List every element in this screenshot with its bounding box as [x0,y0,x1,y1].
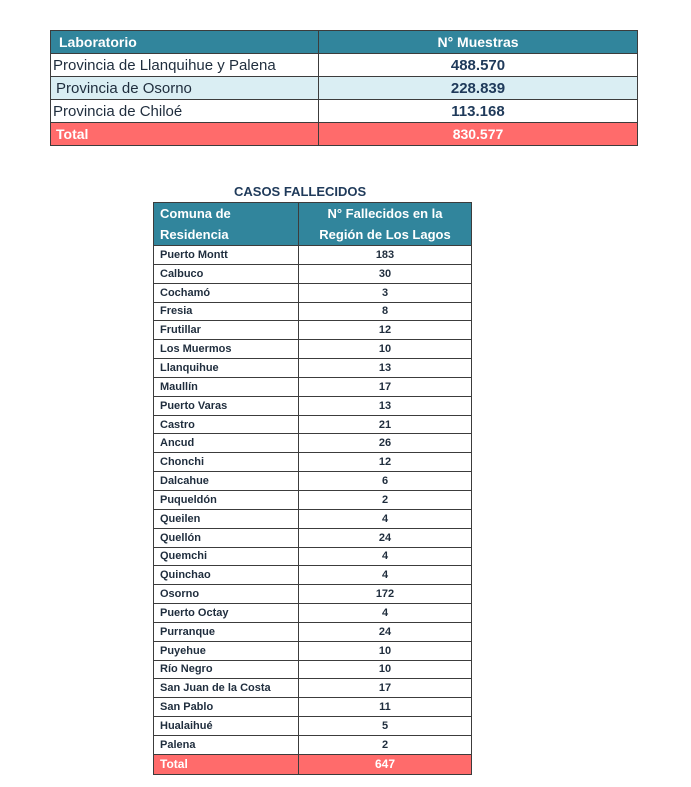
comuna-name: Chonchi [154,453,299,472]
laboratorio-row [51,100,638,123]
provincia-name: Provincia de Osorno [51,77,319,100]
fallecidos-row [154,453,472,472]
comuna-name: Maullín [154,377,299,396]
muestras-value: 488.570 [319,54,638,77]
laboratorio-header-label: Laboratorio [51,31,319,54]
comuna-name: Queilen [154,509,299,528]
comuna-name: Ancud [154,434,299,453]
fallecidos-count-header [299,203,472,246]
fallecidos-row [154,679,472,698]
fallecidos-row [154,547,472,566]
fallecidos-row [154,246,472,265]
fallecidos-count: 4 [299,547,472,566]
fallecidos-row [154,264,472,283]
fallecidos-count: 17 [299,679,472,698]
comuna-name: Palena [154,735,299,754]
comuna-name: Hualaihué [154,717,299,736]
fallecidos-count: 21 [299,415,472,434]
fallecidos-count: 12 [299,321,472,340]
fallecidos-header-line1: N° Fallecidos en la [327,206,443,221]
laboratorio-table [50,30,638,146]
fallecidos-title: CASOS FALLECIDOS [234,184,367,199]
fallecidos-count: 4 [299,566,472,585]
fallecidos-count: 30 [299,264,472,283]
fallecidos-row [154,302,472,321]
fallecidos-count: 6 [299,472,472,491]
comuna-name: Puqueldón [154,490,299,509]
fallecidos-count: 13 [299,396,472,415]
fallecidos-row [154,604,472,623]
fallecidos-row [154,472,472,491]
fallecidos-count: 24 [299,622,472,641]
comuna-name: Fresia [154,302,299,321]
fallecidos-count: 2 [299,735,472,754]
fallecidos-row [154,698,472,717]
fallecidos-row [154,622,472,641]
fallecidos-row [154,641,472,660]
comuna-header [154,203,299,246]
fallecidos-row [154,566,472,585]
laboratorio-header-row [51,31,638,54]
comuna-name: San Pablo [154,698,299,717]
fallecidos-header-line2: Región de Los Lagos [319,227,451,242]
fallecidos-row [154,434,472,453]
fallecidos-row [154,340,472,359]
fallecidos-header-row [154,203,472,246]
laboratorio-total-label: Total [51,123,319,146]
fallecidos-count: 11 [299,698,472,717]
fallecidos-total-row [154,754,472,774]
fallecidos-count: 3 [299,283,472,302]
comuna-name: Purranque [154,622,299,641]
muestras-header-label: N° Muestras [319,31,638,54]
comuna-name: San Juan de la Costa [154,679,299,698]
fallecidos-count: 24 [299,528,472,547]
comuna-name: Quinchao [154,566,299,585]
fallecidos-row [154,509,472,528]
comuna-name: Llanquihue [154,359,299,378]
laboratorio-total-value: 830.577 [319,123,638,146]
fallecidos-count: 12 [299,453,472,472]
comuna-header-line2: Residencia [160,227,229,242]
fallecidos-count: 8 [299,302,472,321]
laboratorio-row [51,54,638,77]
comuna-name: Osorno [154,585,299,604]
fallecidos-count: 17 [299,377,472,396]
fallecidos-count: 13 [299,359,472,378]
fallecidos-row [154,321,472,340]
comuna-name: Río Negro [154,660,299,679]
comuna-name: Los Muermos [154,340,299,359]
fallecidos-count: 5 [299,717,472,736]
fallecidos-count: 10 [299,660,472,679]
comuna-name: Puerto Montt [154,246,299,265]
fallecidos-count: 26 [299,434,472,453]
comuna-name: Puyehue [154,641,299,660]
fallecidos-count: 172 [299,585,472,604]
provincia-name: Provincia de Chiloé [51,100,319,123]
comuna-name: Quemchi [154,547,299,566]
fallecidos-total-label: Total [154,754,299,774]
fallecidos-row [154,359,472,378]
fallecidos-count: 4 [299,604,472,623]
comuna-name: Quellón [154,528,299,547]
fallecidos-row [154,415,472,434]
fallecidos-table [153,202,472,775]
comuna-header-line1: Comuna de [160,206,231,221]
laboratorio-total-row [51,123,638,146]
fallecidos-count: 183 [299,246,472,265]
comuna-name: Dalcahue [154,472,299,491]
fallecidos-row [154,283,472,302]
fallecidos-row [154,528,472,547]
muestras-value: 228.839 [319,77,638,100]
provincia-name: Provincia de Llanquihue y Palena [51,54,319,77]
laboratorio-row [51,77,638,100]
comuna-name: Puerto Octay [154,604,299,623]
comuna-name: Frutillar [154,321,299,340]
fallecidos-count: 4 [299,509,472,528]
fallecidos-row [154,490,472,509]
comuna-name: Cochamó [154,283,299,302]
muestras-value: 113.168 [319,100,638,123]
fallecidos-count: 2 [299,490,472,509]
comuna-name: Calbuco [154,264,299,283]
fallecidos-row [154,585,472,604]
fallecidos-row [154,396,472,415]
fallecidos-count: 10 [299,340,472,359]
fallecidos-row [154,717,472,736]
fallecidos-total-value: 647 [299,754,472,774]
fallecidos-row [154,735,472,754]
fallecidos-row [154,377,472,396]
fallecidos-row [154,660,472,679]
comuna-name: Castro [154,415,299,434]
fallecidos-count: 10 [299,641,472,660]
fallecidos-body [154,246,472,755]
comuna-name: Puerto Varas [154,396,299,415]
